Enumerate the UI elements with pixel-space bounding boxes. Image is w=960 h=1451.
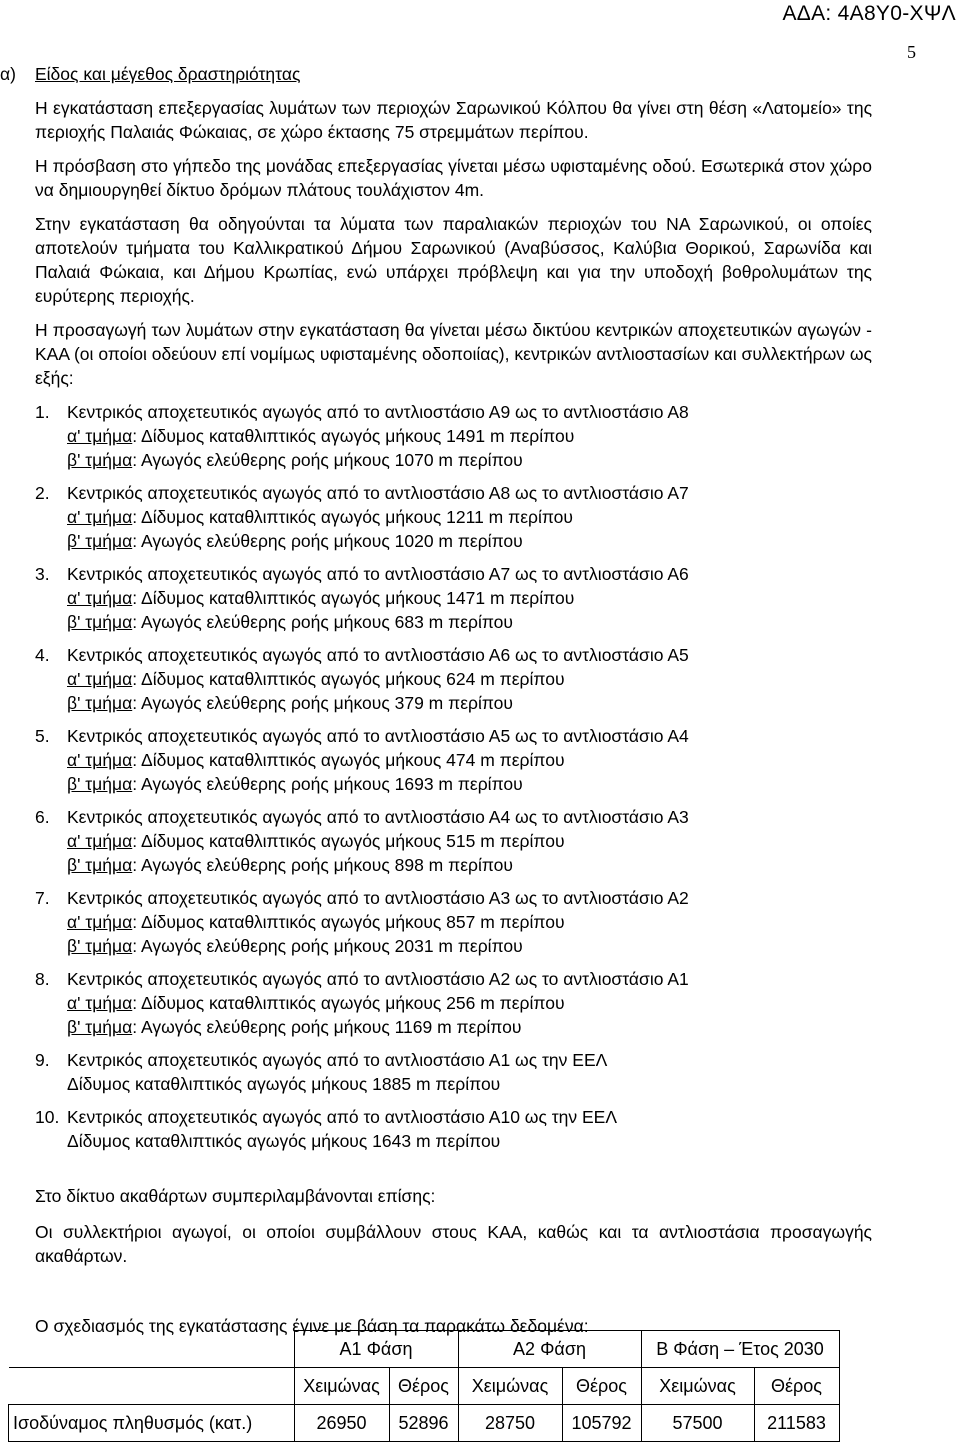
item-main: Κεντρικός αποχετευτικός αγωγός από το αντλιοστάσιο Α7 ως το αντλιοστάσιο Α6 [67,564,689,584]
item-number: 5. [35,726,50,746]
section-title: Είδος και μέγεθος δραστηριότητας [35,64,301,84]
list-item [35,400,872,472]
item-section-b: β' τμήμα: Αγωγός ελεύθερης ροής μήκους 1020 m περίπου [67,531,523,551]
item-number: 4. [35,645,50,665]
page-number: 5 [907,42,916,62]
table-header-season: Χειμώνας [294,1368,389,1405]
list-item [35,481,872,553]
table-header-season: Θέρος [754,1368,839,1405]
item-section-a: α' τμήμα: Δίδυμος καταθλιπτικός αγωγός μήκους 515 m περίπου [67,831,565,851]
list-item [35,562,872,634]
item-main: Κεντρικός αποχετευτικός αγωγός από το αντλιοστάσιο Α9 ως το αντλιοστάσιο Α8 [67,402,689,422]
table-cell: 57500 [641,1405,754,1442]
item-number: 7. [35,888,50,908]
table-cell: 211583 [754,1405,839,1442]
table-cell-empty [9,1331,295,1368]
paragraph-network: Η προσαγωγή των λυμάτων στην εγκατάσταση θα γίνεται μέσω δικτύου κεντρικών αποχετευτικών αγωγών - ΚΑΑ (οι οποίοι οδεύουν επί νομίμως υφισταμένης οδοποιίας), κεντρικών αντλιοστασίων και συλλεκτήρων ως εξής: [35,320,872,388]
table-header-phase: Α2 Φάση [458,1331,641,1368]
table-row [9,1405,840,1442]
item-main: Κεντρικός αποχετευτικός αγωγός από το αντλιοστάσιο Α3 ως το αντλιοστάσιο Α2 [67,888,689,908]
table-row-label: Ισοδύναμος πληθυσμός (κατ.) [9,1405,295,1442]
table-header-season: Χειμώνας [458,1368,562,1405]
paragraph-areas: Στην εγκατάσταση θα οδηγούνται τα λύματα των παραλιακών περιοχών του ΝΑ Σαρωνικού, οι οποίες αποτελούν τμήματα του Καλλικρατικού Δήμου Σαρωνικού (Αναβύσσος, Καλύβια Θορικού, Σαρωνίδα και Παλαιά Φώκαια, και Δήμου Κρωπίας, ενώ υπάρχει πρόβλεψη και για την υποδοχή βοθρολυμάτων της ευρύτερης περιοχής. [35,214,872,306]
item-number: 1. [35,402,50,422]
item-section-b: β' τμήμα: Αγωγός ελεύθερης ροής μήκους 1070 m περίπου [67,450,523,470]
item-main: Κεντρικός αποχετευτικός αγωγός από το αντλιοστάσιο Α4 ως το αντλιοστάσιο Α3 [67,807,689,827]
item-main: Κεντρικός αποχετευτικός αγωγός από το αντλιοστάσιο Α2 ως το αντλιοστάσιο Α1 [67,969,689,989]
item-line2: Δίδυμος καταθλιπτικός αγωγός μήκους 1643 m περίπου [67,1131,501,1151]
item-section-a: α' τμήμα: Δίδυμος καταθλιπτικός αγωγός μήκους 624 m περίπου [67,669,565,689]
table-cell: 105792 [562,1405,641,1442]
document-body [35,62,872,1338]
item-main: Κεντρικός αποχετευτικός αγωγός από το αντλιοστάσιο Α5 ως το αντλιοστάσιο Α4 [67,726,689,746]
table-header-season: Θέρος [389,1368,458,1405]
table-cell: 52896 [389,1405,458,1442]
item-number: 3. [35,564,50,584]
item-number: 9. [35,1050,50,1070]
item-section-b: β' τμήμα: Αγωγός ελεύθερης ροής μήκους 2031 m περίπου [67,936,523,956]
table-cell: 28750 [458,1405,562,1442]
ada-code: ΑΔΑ: 4Α8Υ0-ΧΨΛ [782,2,956,25]
table-cell-empty [9,1368,295,1405]
item-section-b: β' τμήμα: Αγωγός ελεύθερης ροής μήκους 1169 m περίπου [67,1017,522,1037]
table-header-phase: Β Φάση – Έτος 2030 [641,1331,839,1368]
section-label: α) [0,64,16,84]
item-main: Κεντρικός αποχετευτικός αγωγός από το αντλιοστάσιο Α10 ως την ΕΕΛ [67,1107,618,1127]
pipeline-list [35,400,872,1153]
table-cell: 26950 [294,1405,389,1442]
list-item [35,724,872,796]
table-row-seasons [9,1368,840,1405]
item-section-b: β' τμήμα: Αγωγός ελεύθερης ροής μήκους 379 m περίπου [67,693,513,713]
list-item [35,1048,872,1096]
table-header-season: Χειμώνας [641,1368,754,1405]
item-section-a: α' τμήμα: Δίδυμος καταθλιπτικός αγωγός μήκους 1211 m περίπου [67,507,573,527]
item-section-b: β' τμήμα: Αγωγός ελεύθερης ροής μήκους 1693 m περίπου [67,774,523,794]
list-item [35,886,872,958]
paragraph-site: Η εγκατάσταση επεξεργασίας λυμάτων των περιοχών Σαρωνικού Κόλπου θα γίνει στη θέση «Λατομείο» της περιοχής Παλαιάς Φώκαιας, σε χώρο έκτασης 75 στρεμμάτων περίπου. [35,98,872,142]
item-main: Κεντρικός αποχετευτικός αγωγός από το αντλιοστάσιο Α6 ως το αντλιοστάσιο Α5 [67,645,689,665]
item-main: Κεντρικός αποχετευτικός αγωγός από το αντλιοστάσιο Α8 ως το αντλιοστάσιο Α7 [67,483,689,503]
table-row-phases [9,1331,840,1368]
item-section-a: α' τμήμα: Δίδυμος καταθλιπτικός αγωγός μήκους 1491 m περίπου [67,426,575,446]
item-line2: Δίδυμος καταθλιπτικός αγωγός μήκους 1885 m περίπου [67,1074,501,1094]
table-header-season: Θέρος [562,1368,641,1405]
population-table [8,1330,840,1442]
item-number: 2. [35,483,50,503]
population-table-wrap [8,1330,840,1442]
item-number: 10. [35,1107,60,1127]
item-number: 6. [35,807,50,827]
paragraph-includes: Στο δίκτυο ακαθάρτων συμπεριλαμβάνονται επίσης: [35,1186,436,1206]
item-section-a: α' τμήμα: Δίδυμος καταθλιπτικός αγωγός μήκους 1471 m περίπου [67,588,575,608]
item-main: Κεντρικός αποχετευτικός αγωγός από το αντλιοστάσιο Α1 ως την ΕΕΛ [67,1050,608,1070]
item-section-a: α' τμήμα: Δίδυμος καταθλιπτικός αγωγός μήκους 857 m περίπου [67,912,565,932]
list-item [35,805,872,877]
item-section-b: β' τμήμα: Αγωγός ελεύθερης ροής μήκους 683 m περίπου [67,612,513,632]
item-section-a: α' τμήμα: Δίδυμος καταθλιπτικός αγωγός μήκους 474 m περίπου [67,750,565,770]
list-item [35,1105,872,1153]
item-section-b: β' τμήμα: Αγωγός ελεύθερης ροής μήκους 898 m περίπου [67,855,513,875]
list-item [35,643,872,715]
table-header-phase: Α1 Φάση [294,1331,458,1368]
item-section-a: α' τμήμα: Δίδυμος καταθλιπτικός αγωγός μήκους 256 m περίπου [67,993,565,1013]
paragraph-collectors: Οι συλλεκτήριοι αγωγοί, οι οποίοι συμβάλλουν στους ΚΑΑ, καθώς και τα αντλιοστάσια προσαγωγής ακαθάρτων. [35,1222,872,1266]
item-number: 8. [35,969,50,989]
paragraph-design: Ο σχεδιασμός της εγκατάστασης έγινε με βάση τα παρακάτω δεδομένα: [35,1316,589,1336]
paragraph-access: Η πρόσβαση στο γήπεδο της μονάδας επεξεργασίας γίνεται μέσω υφισταμένης οδού. Εσωτερικά στον χώρο να δημιουργηθεί δίκτυο δρόμων πλάτους τουλάχιστον 4m. [35,156,872,200]
list-item [35,967,872,1039]
